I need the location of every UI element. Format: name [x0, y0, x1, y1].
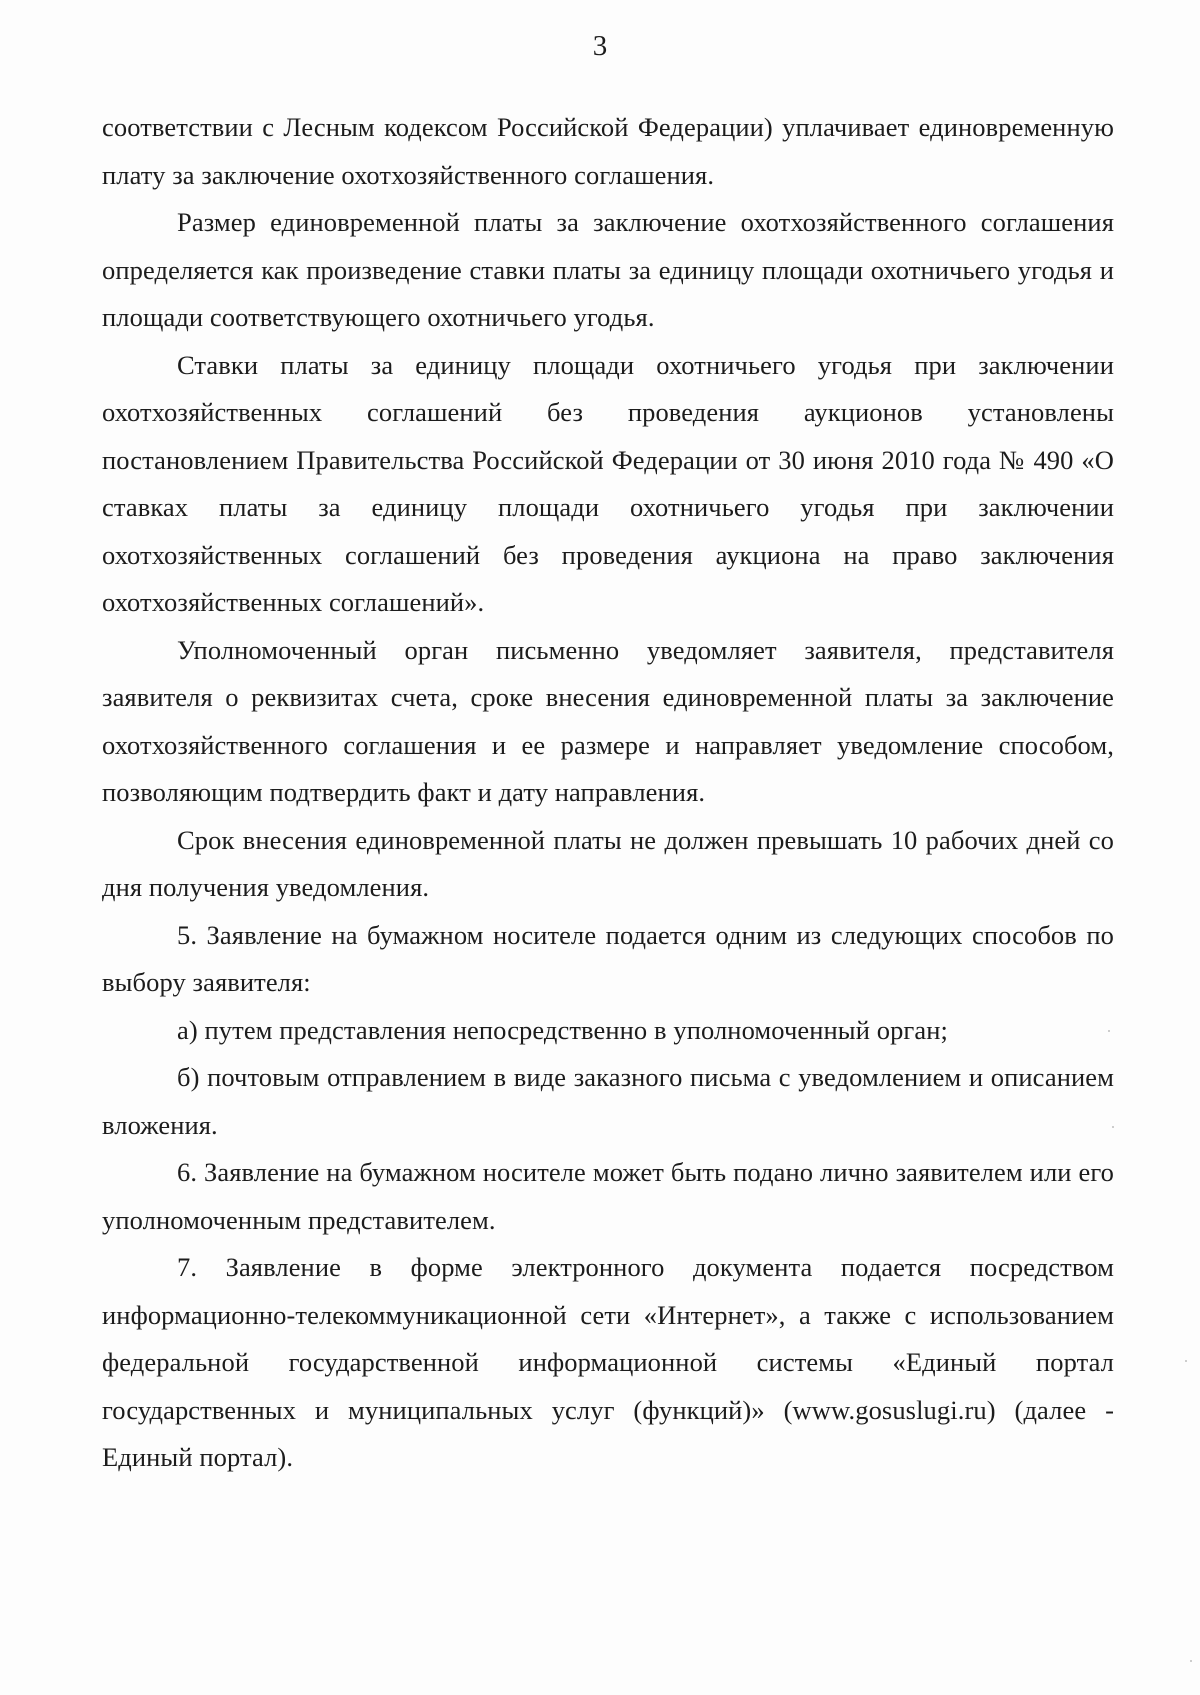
document-body [102, 104, 1114, 1482]
paragraph-item-5: 5. Заявление на бумажном носителе подается одним из следующих способов по выбору заявителя: [102, 919, 1114, 997]
page-number: 3 [592, 30, 608, 62]
scan-speck [1185, 1360, 1187, 1362]
scan-speck [1112, 1126, 1114, 1128]
paragraph-payment-deadline: Срок внесения единовременной платы не должен превышать 10 рабочих дней со дня получения уведомления. [102, 824, 1114, 902]
scan-speck [1190, 1660, 1192, 1662]
paragraph-item-5b: б) почтовым отправлением в виде заказного письма с уведомлением и описанием вложения. [102, 1062, 1114, 1140]
paragraph-notification: Уполномоченный орган письменно уведомляет заявителя, представителя заявителя о реквизитах счета, сроке внесения единовременной платы за заключение охотхозяйственного соглашения и ее размере и направляет уведомление способом, позволяющим подтвердить факт и дату направления. [102, 634, 1114, 807]
paragraph-continuation: соответствии с Лесным кодексом Российской Федерации) уплачивает единовременную плату за заключение охотхозяйственного соглашения. [102, 112, 1114, 190]
paragraph-item-6: 6. Заявление на бумажном носителе может быть подано лично заявителем или его уполномоченным представителем. [102, 1157, 1114, 1235]
scan-speck [1108, 1030, 1110, 1032]
paragraph-fee-rates: Ставки платы за единицу площади охотничьего угодья при заключении охотхозяйственных соглашений без проведения аукционов установлены постановлением Правительства Российской Федерации от 30 июня 2010 года № 490 «О ставках платы за единицу площади охотничьего угодья при заключении охотхозяйственных соглашений без проведения аукциона на право заключения охотхозяйственных соглашений». [102, 349, 1114, 617]
paragraph-fee-size: Размер единовременной платы за заключение охотхозяйственного соглашения определяется как произведение ставки платы за единицу площади охотничьего угодья и площади соответствующего охотничьего угодья. [102, 207, 1114, 332]
paragraph-item-5a: а) путем представления непосредственно в уполномоченный орган; [177, 1014, 948, 1045]
paragraph-item-7: 7. Заявление в форме электронного документа подается посредством информационно-телекоммуникационной сети «Интернет», а также с использованием федеральной государственной информационной системы «Единый портал государственных и муниципальных услуг (функций)» (www.gosuslugi.ru) (далее - Единый портал). [102, 1252, 1114, 1472]
